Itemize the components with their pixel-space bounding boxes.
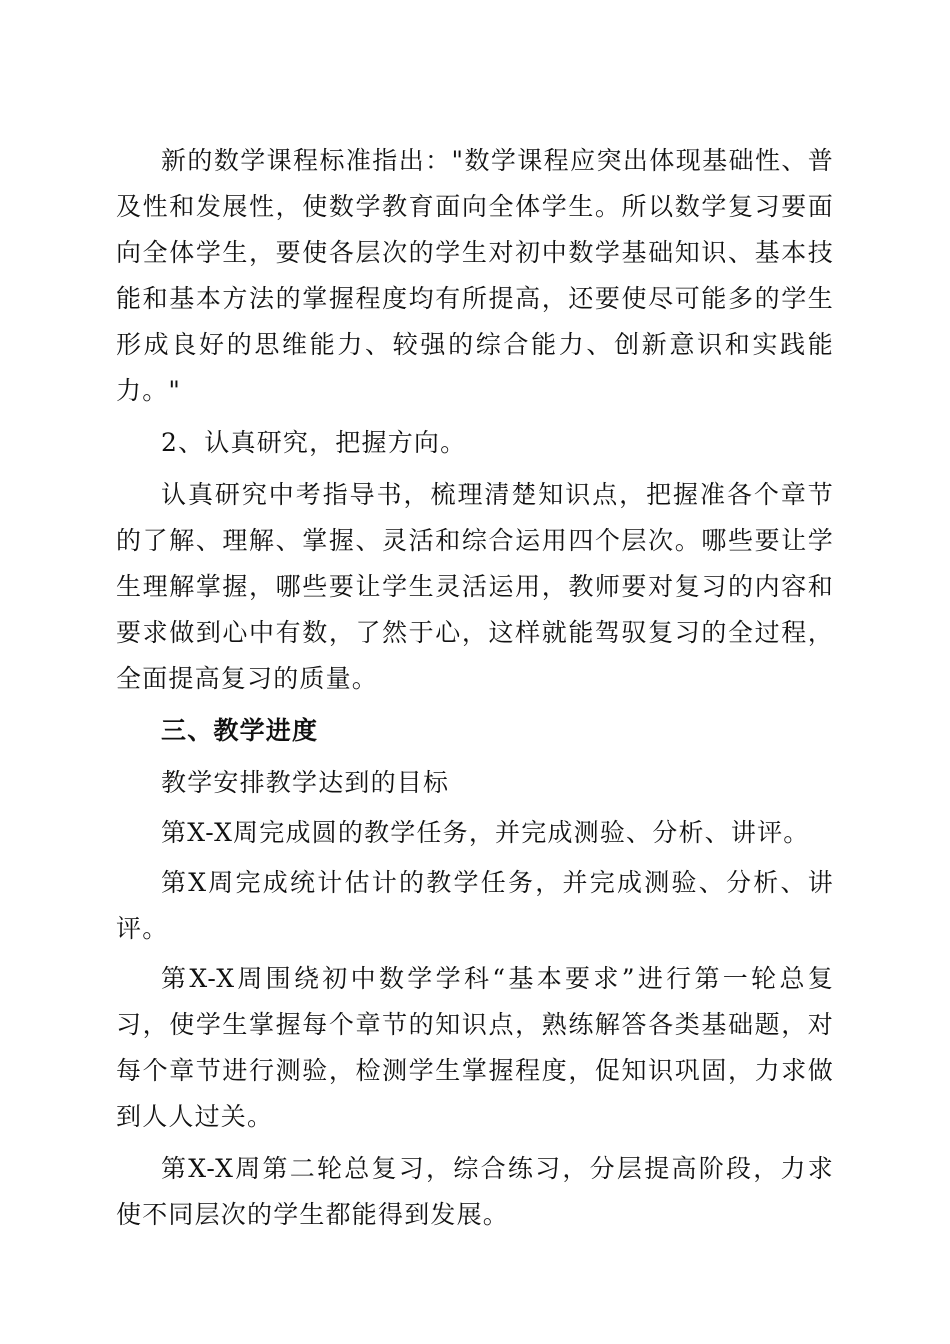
document-page [116, 138, 834, 1244]
paragraph-schedule-second-review: 第X-X周第二轮总复习，综合练习，分层提高阶段，力求使不同层次的学生都能得到发展。 [116, 1154, 834, 1229]
paragraph-schedule-statistics: 第X周完成统计估计的教学任务，并完成测验、分析、讲评。 [116, 868, 834, 943]
paragraph-schedule-circle: 第X-X周完成圆的教学任务，并完成测验、分析、讲评。 [161, 818, 810, 847]
paragraph-research-heading: 2、认真研究，把握方向。 [161, 428, 467, 457]
paragraph-schedule-first-review: 第X-X周围绕初中数学学科“基本要求”进行第一轮总复习，使学生掌握每个章节的知识点，熟练解答各类基础题，对每个章节进行测验，检测学生掌握程度，促知识巩固，力求做到人人过关。 [116, 964, 834, 1131]
paragraph-schedule-caption: 教学安排教学达到的目标 [161, 768, 450, 797]
section-heading-teaching-progress: 三、教学进度 [161, 716, 319, 745]
paragraph-research-body: 认真研究中考指导书，梳理清楚知识点，把握准各个章节的了解、理解、掌握、灵活和综合运用四个层次。哪些要让学生理解掌握，哪些要让学生灵活运用，教师要对复习的内容和要求做到心中有数，了然于心，这样就能驾驭复习的全过程，全面提高复习的质量。 [116, 480, 834, 693]
paragraph-curriculum-standard: 新的数学课程标准指出："数学课程应突出体现基础性、普及性和发展性，使数学教育面向全体学生。所以数学复习要面向全体学生，要使各层次的学生对初中数学基础知识、基本技能和基本方法的掌握程度均有所提高，还要使尽可能多的学生形成良好的思维能力、较强的综合能力、创新意识和实践能力。" [116, 146, 834, 405]
